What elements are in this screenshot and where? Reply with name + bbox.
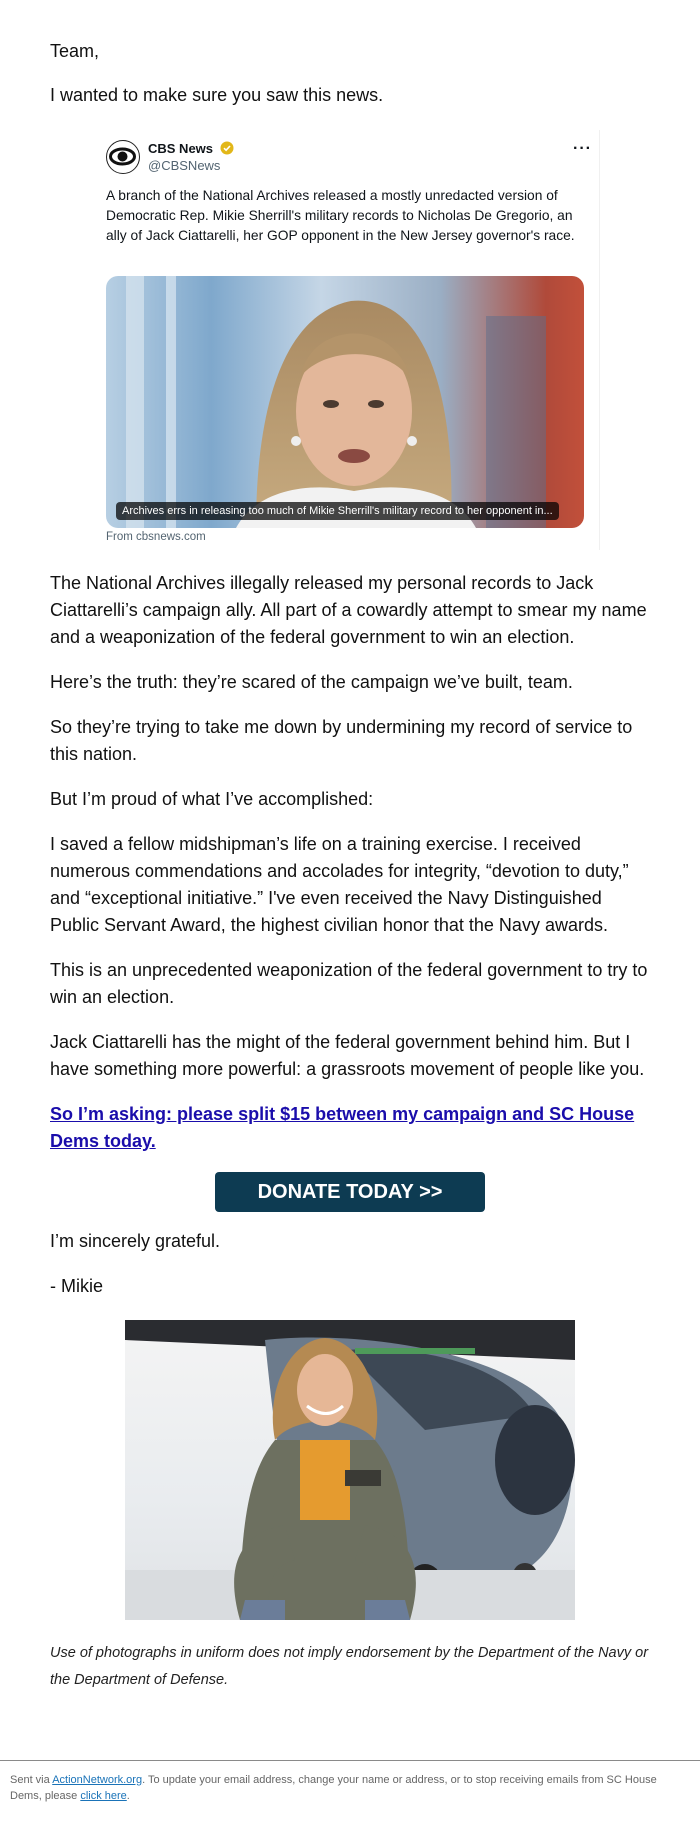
embedded-tweet[interactable]	[98, 130, 600, 550]
body-paragraph-1: The National Archives illegally released my personal records to Jack Ciattarelli’s campaign ally. All part of a cowardly attempt to smear my name and a weaponization of the federal government to win an election.	[50, 573, 647, 647]
footer-prefix: Sent via	[10, 1774, 53, 1786]
news-photo	[106, 276, 584, 528]
verified-badge-icon	[220, 141, 234, 155]
unsubscribe-link[interactable]: click here	[80, 1790, 127, 1802]
email-footer	[10, 1772, 680, 1804]
donation-ask-link[interactable]: So I’m asking: please split $15 between my campaign and SC House Dems today.	[50, 1104, 635, 1151]
body-paragraph-6: This is an unprecedented weaponization of the federal government to try to win an election.	[50, 960, 648, 1007]
tweet-author[interactable]	[148, 141, 234, 156]
tweet-header	[106, 140, 596, 180]
tweet-handle: @CBSNews	[148, 158, 221, 173]
body-paragraph-5: I saved a fellow midshipman’s life on a training exercise. I received numerous commendations and accolades for integrity, “devotion to duty,” and “exceptional initiative.” I've even received the Navy Distinguished Public Servant Award, the highest civilian honor that the Navy awards.	[50, 834, 629, 935]
media-caption: Archives errs in releasing too much of Mikie Sherrill's military record to her opponent in...	[116, 502, 559, 520]
thanks-text: I’m sincerely grateful.	[50, 1231, 221, 1251]
intro-text: I wanted to make sure you saw this news.	[50, 85, 384, 105]
cbs-logo-icon	[106, 140, 140, 174]
body-paragraph-3: So they’re trying to take me down by undermining my record of service to this nation.	[50, 717, 633, 764]
signoff: - Mikie	[50, 1276, 103, 1296]
donate-button[interactable]: DONATE TODAY >>	[215, 1172, 485, 1212]
tweet-source[interactable]: From cbsnews.com	[106, 531, 206, 543]
more-options-icon[interactable]: ···	[573, 140, 592, 157]
footer-divider	[0, 1760, 700, 1761]
body-paragraph-4: But I’m proud of what I’ve accomplished:	[50, 789, 374, 809]
actionnetwork-link[interactable]: ActionNetwork.org	[52, 1774, 143, 1786]
helicopter-photo	[125, 1320, 575, 1620]
tweet-author-name: CBS News	[148, 141, 214, 156]
candidate-photo	[125, 1320, 575, 1620]
tweet-media-image[interactable]	[106, 276, 584, 528]
footer-middle: . To update your email address, change your name or address, or to stop receiving emails from SC House Dems, please	[10, 1774, 657, 1802]
footer-suffix: .	[126, 1790, 130, 1802]
uniform-disclaimer: Use of photographs in uniform does not imply endorsement by the Department of the Navy or the Department of Defense.	[50, 1645, 649, 1688]
greeting: Team,	[50, 41, 100, 61]
tweet-text: A branch of the National Archives released a mostly unredacted version of Democratic Rep. Mikie Sherrill's military records to Nicholas De Gregorio, an ally of Jack Ciattarelli, her GOP opponent in the New Jersey governor's race.	[106, 188, 575, 243]
body-paragraph-2: Here’s the truth: they’re scared of the campaign we’ve built, team.	[50, 672, 573, 692]
body-paragraph-7: Jack Ciattarelli has the might of the federal government behind him. But I have something more powerful: a grassroots movement of people like you.	[50, 1032, 645, 1079]
